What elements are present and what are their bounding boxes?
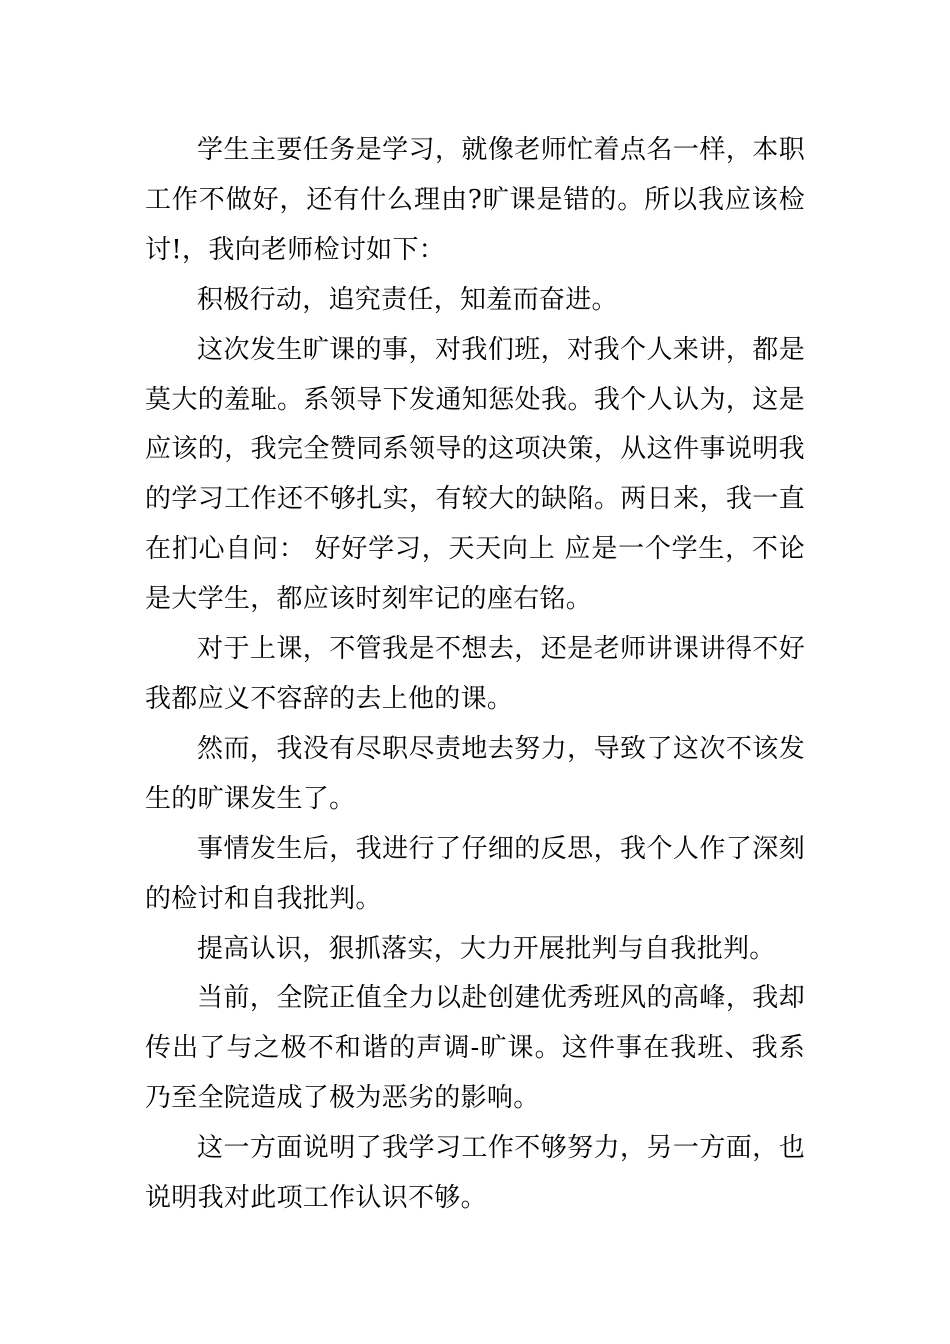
paragraph: 这次发生旷课的事，对我们班，对我个人来讲，都是莫大的羞耻。系领导下发通知惩处我。我个人认为，这是应该的，我完全赞同系领导的这项决策，从这件事说明我的学习工作还不够扎实，有较大的缺陷。两日来，我一直在扪心自问： 好好学习，天天向上 应是一个学生，不论是大学生，都应该时刻牢记的座右铭。 xyxy=(145,334,805,615)
document-body xyxy=(145,126,805,1224)
paragraph: 事情发生后，我进行了仔细的反思，我个人作了深刻的检讨和自我批判。 xyxy=(145,833,805,914)
paragraph: 提高认识，狠抓落实，大力开展批判与自我批判。 xyxy=(197,933,776,964)
paragraph: 积极行动，追究责任，知羞而奋进。 xyxy=(197,284,618,315)
paragraph: 对于上课，不管我是不想去，还是老师讲课讲得不好我都应义不容辞的去上他的课。 xyxy=(145,634,805,714)
paragraph: 然而，我没有尽职尽责地去努力，导致了这次不该发生的旷课发生了。 xyxy=(145,733,805,814)
paragraph: 当前，全院正值全力以赴创建优秀班风的高峰，我却传出了与之极不和谐的声调-旷课。这件事在我班、我系乃至全院造成了极为恶劣的影响。 xyxy=(145,983,805,1114)
paragraph: 这一方面说明了我学习工作不够努力，另一方面，也说明我对此项工作认识不够。 xyxy=(145,1133,805,1214)
paragraph: 学生主要任务是学习，就像老师忙着点名一样，本职工作不做好，还有什么理由?旷课是错的。所以我应该检讨!，我向老师检讨如下： xyxy=(145,135,805,265)
